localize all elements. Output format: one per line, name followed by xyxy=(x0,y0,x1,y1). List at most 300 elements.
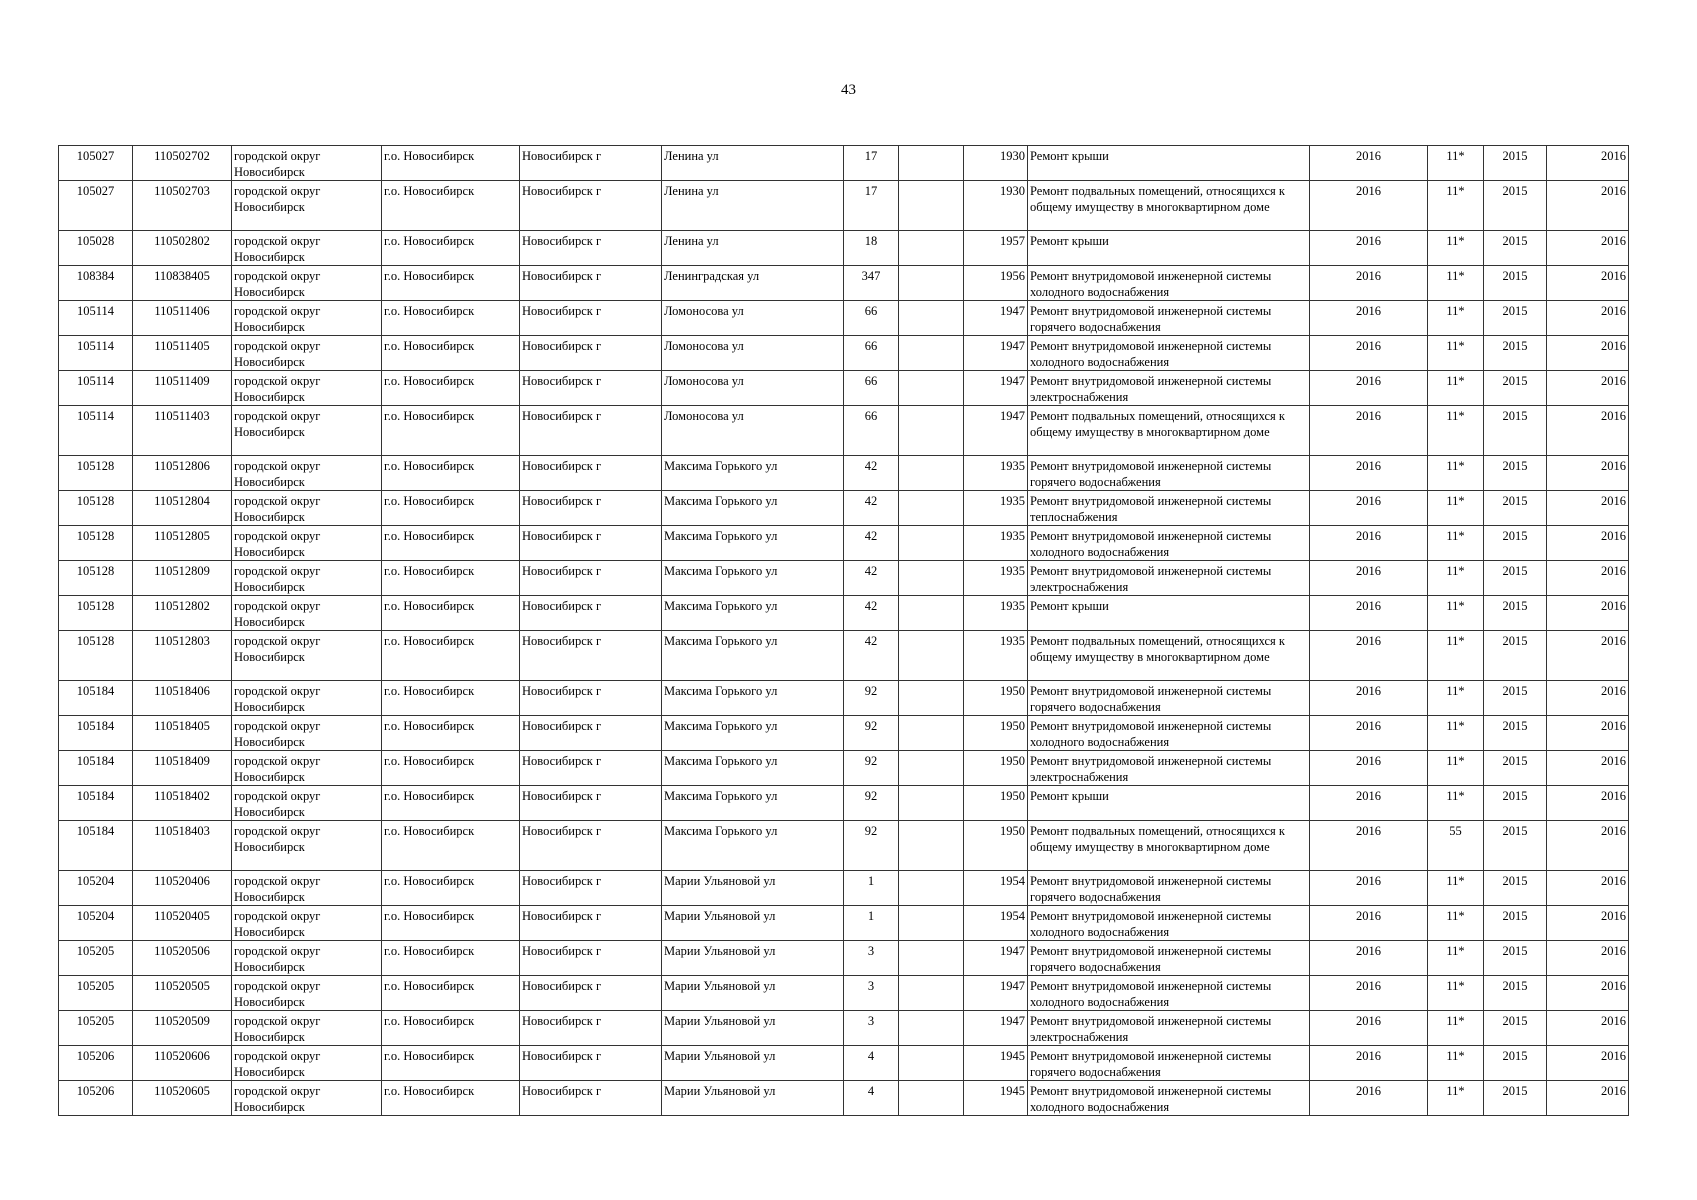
cell-plan-year: 2016 xyxy=(1310,301,1428,336)
cell-plan-year: 2016 xyxy=(1310,596,1428,631)
cell-plan-year: 2016 xyxy=(1310,871,1428,906)
cell-locality: Новосибирск г xyxy=(520,491,662,526)
table-row xyxy=(59,1081,1629,1116)
cell-street: Ленина ул xyxy=(662,146,844,181)
cell-street: Максима Горького ул xyxy=(662,821,844,871)
cell-end-year: 2016 xyxy=(1547,406,1629,456)
table-row xyxy=(59,491,1629,526)
cell-house-number: 66 xyxy=(844,336,899,371)
cell-building xyxy=(899,456,964,491)
cell-start-year: 2015 xyxy=(1484,371,1547,406)
cell-locality: Новосибирск г xyxy=(520,456,662,491)
cell-municipality: городской округ Новосибирск xyxy=(232,716,382,751)
cell-item-id: 110520605 xyxy=(133,1081,232,1116)
cell-house-id: 105128 xyxy=(59,631,133,681)
cell-work-type: Ремонт внутридомовой инженерной системы горячего водоснабжения xyxy=(1028,681,1310,716)
cell-year-built: 1954 xyxy=(964,906,1028,941)
cell-municipality: городской округ Новосибирск xyxy=(232,1046,382,1081)
cell-end-year: 2016 xyxy=(1547,491,1629,526)
cell-district: г.о. Новосибирск xyxy=(382,146,520,181)
cell-street: Максима Горького ул xyxy=(662,456,844,491)
cell-house-number: 347 xyxy=(844,266,899,301)
table-row xyxy=(59,786,1629,821)
cell-locality: Новосибирск г xyxy=(520,1011,662,1046)
cell-building xyxy=(899,786,964,821)
cell-district: г.о. Новосибирск xyxy=(382,181,520,231)
cell-district: г.о. Новосибирск xyxy=(382,821,520,871)
cell-district: г.о. Новосибирск xyxy=(382,596,520,631)
cell-plan-year: 2016 xyxy=(1310,1011,1428,1046)
cell-municipality: городской округ Новосибирск xyxy=(232,906,382,941)
cell-work-type: Ремонт внутридомовой инженерной системы холодного водоснабжения xyxy=(1028,266,1310,301)
cell-house-id: 105114 xyxy=(59,406,133,456)
cell-district: г.о. Новосибирск xyxy=(382,751,520,786)
cell-term: 11* xyxy=(1428,146,1484,181)
cell-year-built: 1947 xyxy=(964,371,1028,406)
cell-work-type: Ремонт внутридомовой инженерной системы горячего водоснабжения xyxy=(1028,871,1310,906)
cell-street: Марии Ульяновой ул xyxy=(662,906,844,941)
cell-house-id: 105184 xyxy=(59,751,133,786)
table-row xyxy=(59,561,1629,596)
cell-year-built: 1930 xyxy=(964,181,1028,231)
cell-building xyxy=(899,371,964,406)
cell-work-type: Ремонт внутридомовой инженерной системы электроснабжения xyxy=(1028,371,1310,406)
repair-registry-table xyxy=(58,145,1629,1116)
table-row xyxy=(59,681,1629,716)
cell-building xyxy=(899,336,964,371)
cell-locality: Новосибирск г xyxy=(520,631,662,681)
cell-year-built: 1935 xyxy=(964,456,1028,491)
cell-street: Марии Ульяновой ул xyxy=(662,941,844,976)
cell-plan-year: 2016 xyxy=(1310,1081,1428,1116)
cell-street: Марии Ульяновой ул xyxy=(662,1081,844,1116)
cell-year-built: 1956 xyxy=(964,266,1028,301)
cell-year-built: 1935 xyxy=(964,561,1028,596)
cell-year-built: 1947 xyxy=(964,336,1028,371)
cell-building xyxy=(899,146,964,181)
cell-locality: Новосибирск г xyxy=(520,871,662,906)
cell-start-year: 2015 xyxy=(1484,681,1547,716)
cell-building xyxy=(899,491,964,526)
cell-house-number: 42 xyxy=(844,596,899,631)
cell-street: Максима Горького ул xyxy=(662,751,844,786)
cell-locality: Новосибирск г xyxy=(520,906,662,941)
table-row xyxy=(59,146,1629,181)
cell-term: 11* xyxy=(1428,751,1484,786)
cell-locality: Новосибирск г xyxy=(520,976,662,1011)
cell-start-year: 2015 xyxy=(1484,561,1547,596)
cell-municipality: городской округ Новосибирск xyxy=(232,491,382,526)
cell-locality: Новосибирск г xyxy=(520,1046,662,1081)
cell-building xyxy=(899,716,964,751)
cell-start-year: 2015 xyxy=(1484,1011,1547,1046)
cell-house-id: 105184 xyxy=(59,716,133,751)
cell-item-id: 110838405 xyxy=(133,266,232,301)
cell-item-id: 110502702 xyxy=(133,146,232,181)
cell-locality: Новосибирск г xyxy=(520,301,662,336)
cell-end-year: 2016 xyxy=(1547,1046,1629,1081)
cell-start-year: 2015 xyxy=(1484,181,1547,231)
cell-item-id: 110520606 xyxy=(133,1046,232,1081)
cell-term: 11* xyxy=(1428,1081,1484,1116)
cell-house-id: 105205 xyxy=(59,976,133,1011)
cell-term: 11* xyxy=(1428,371,1484,406)
cell-plan-year: 2016 xyxy=(1310,786,1428,821)
cell-plan-year: 2016 xyxy=(1310,941,1428,976)
cell-locality: Новосибирск г xyxy=(520,371,662,406)
cell-end-year: 2016 xyxy=(1547,146,1629,181)
cell-municipality: городской округ Новосибирск xyxy=(232,871,382,906)
table-row xyxy=(59,751,1629,786)
cell-district: г.о. Новосибирск xyxy=(382,1011,520,1046)
cell-work-type: Ремонт внутридомовой инженерной системы теплоснабжения xyxy=(1028,491,1310,526)
cell-item-id: 110512802 xyxy=(133,596,232,631)
cell-house-number: 92 xyxy=(844,751,899,786)
cell-street: Ломоносова ул xyxy=(662,371,844,406)
cell-municipality: городской округ Новосибирск xyxy=(232,1011,382,1046)
cell-term: 11* xyxy=(1428,266,1484,301)
cell-house-id: 105204 xyxy=(59,906,133,941)
cell-house-id: 105128 xyxy=(59,596,133,631)
cell-street: Максима Горького ул xyxy=(662,596,844,631)
cell-item-id: 110518403 xyxy=(133,821,232,871)
cell-end-year: 2016 xyxy=(1547,681,1629,716)
cell-municipality: городской округ Новосибирск xyxy=(232,786,382,821)
cell-work-type: Ремонт внутридомовой инженерной системы электроснабжения xyxy=(1028,561,1310,596)
cell-street: Марии Ульяновой ул xyxy=(662,1046,844,1081)
cell-house-number: 92 xyxy=(844,821,899,871)
cell-locality: Новосибирск г xyxy=(520,266,662,301)
cell-locality: Новосибирск г xyxy=(520,716,662,751)
cell-work-type: Ремонт внутридомовой инженерной системы горячего водоснабжения xyxy=(1028,1046,1310,1081)
cell-municipality: городской округ Новосибирск xyxy=(232,406,382,456)
cell-plan-year: 2016 xyxy=(1310,146,1428,181)
cell-item-id: 110518402 xyxy=(133,786,232,821)
cell-street: Максима Горького ул xyxy=(662,786,844,821)
cell-building xyxy=(899,1046,964,1081)
cell-municipality: городской округ Новосибирск xyxy=(232,231,382,266)
cell-locality: Новосибирск г xyxy=(520,231,662,266)
cell-start-year: 2015 xyxy=(1484,526,1547,561)
cell-house-id: 105114 xyxy=(59,336,133,371)
cell-house-number: 4 xyxy=(844,1081,899,1116)
cell-work-type: Ремонт внутридомовой инженерной системы холодного водоснабжения xyxy=(1028,1081,1310,1116)
cell-street: Ломоносова ул xyxy=(662,336,844,371)
cell-start-year: 2015 xyxy=(1484,631,1547,681)
cell-item-id: 110518405 xyxy=(133,716,232,751)
cell-work-type: Ремонт внутридомовой инженерной системы холодного водоснабжения xyxy=(1028,526,1310,561)
cell-house-number: 42 xyxy=(844,561,899,596)
cell-locality: Новосибирск г xyxy=(520,596,662,631)
cell-house-number: 66 xyxy=(844,406,899,456)
table-row xyxy=(59,266,1629,301)
cell-plan-year: 2016 xyxy=(1310,266,1428,301)
cell-district: г.о. Новосибирск xyxy=(382,266,520,301)
cell-term: 11* xyxy=(1428,716,1484,751)
cell-plan-year: 2016 xyxy=(1310,751,1428,786)
cell-locality: Новосибирск г xyxy=(520,941,662,976)
cell-year-built: 1950 xyxy=(964,681,1028,716)
cell-item-id: 110512804 xyxy=(133,491,232,526)
cell-end-year: 2016 xyxy=(1547,596,1629,631)
cell-municipality: городской округ Новосибирск xyxy=(232,371,382,406)
table-row xyxy=(59,906,1629,941)
table-row xyxy=(59,231,1629,266)
cell-work-type: Ремонт подвальных помещений, относящихся к общему имуществу в многоквартирном доме xyxy=(1028,181,1310,231)
cell-start-year: 2015 xyxy=(1484,456,1547,491)
cell-street: Максима Горького ул xyxy=(662,526,844,561)
cell-street: Максима Горького ул xyxy=(662,631,844,681)
cell-municipality: городской округ Новосибирск xyxy=(232,301,382,336)
cell-work-type: Ремонт внутридомовой инженерной системы электроснабжения xyxy=(1028,1011,1310,1046)
table-row xyxy=(59,596,1629,631)
cell-municipality: городской округ Новосибирск xyxy=(232,266,382,301)
cell-house-id: 105027 xyxy=(59,181,133,231)
table-row xyxy=(59,1011,1629,1046)
cell-house-number: 92 xyxy=(844,681,899,716)
cell-district: г.о. Новосибирск xyxy=(382,716,520,751)
table-row xyxy=(59,1046,1629,1081)
cell-work-type: Ремонт внутридомовой инженерной системы холодного водоснабжения xyxy=(1028,906,1310,941)
cell-house-number: 42 xyxy=(844,456,899,491)
cell-municipality: городской округ Новосибирск xyxy=(232,146,382,181)
cell-item-id: 110511405 xyxy=(133,336,232,371)
cell-building xyxy=(899,821,964,871)
cell-district: г.о. Новосибирск xyxy=(382,406,520,456)
cell-house-id: 105206 xyxy=(59,1046,133,1081)
cell-work-type: Ремонт внутридомовой инженерной системы горячего водоснабжения xyxy=(1028,456,1310,491)
cell-item-id: 110520406 xyxy=(133,871,232,906)
cell-start-year: 2015 xyxy=(1484,1046,1547,1081)
cell-start-year: 2015 xyxy=(1484,301,1547,336)
cell-term: 11* xyxy=(1428,681,1484,716)
cell-year-built: 1950 xyxy=(964,751,1028,786)
cell-house-id: 105206 xyxy=(59,1081,133,1116)
table-row xyxy=(59,871,1629,906)
cell-year-built: 1935 xyxy=(964,491,1028,526)
cell-house-id: 105028 xyxy=(59,231,133,266)
cell-end-year: 2016 xyxy=(1547,941,1629,976)
cell-year-built: 1930 xyxy=(964,146,1028,181)
cell-street: Ломоносова ул xyxy=(662,301,844,336)
cell-building xyxy=(899,1081,964,1116)
cell-municipality: городской округ Новосибирск xyxy=(232,456,382,491)
cell-item-id: 110520509 xyxy=(133,1011,232,1046)
cell-year-built: 1947 xyxy=(964,941,1028,976)
cell-locality: Новосибирск г xyxy=(520,561,662,596)
cell-plan-year: 2016 xyxy=(1310,821,1428,871)
cell-house-id: 108384 xyxy=(59,266,133,301)
cell-plan-year: 2016 xyxy=(1310,491,1428,526)
cell-work-type: Ремонт внутридомовой инженерной системы холодного водоснабжения xyxy=(1028,716,1310,751)
cell-term: 11* xyxy=(1428,1011,1484,1046)
page-number: 43 xyxy=(841,82,856,98)
cell-term: 11* xyxy=(1428,561,1484,596)
cell-district: г.о. Новосибирск xyxy=(382,231,520,266)
cell-street: Ленина ул xyxy=(662,181,844,231)
cell-work-type: Ремонт крыши xyxy=(1028,146,1310,181)
cell-building xyxy=(899,681,964,716)
cell-locality: Новосибирск г xyxy=(520,821,662,871)
cell-start-year: 2015 xyxy=(1484,491,1547,526)
cell-start-year: 2015 xyxy=(1484,751,1547,786)
cell-district: г.о. Новосибирск xyxy=(382,301,520,336)
cell-building xyxy=(899,596,964,631)
cell-building xyxy=(899,406,964,456)
cell-term: 11* xyxy=(1428,1046,1484,1081)
cell-end-year: 2016 xyxy=(1547,1011,1629,1046)
cell-district: г.о. Новосибирск xyxy=(382,871,520,906)
table-row xyxy=(59,976,1629,1011)
cell-end-year: 2016 xyxy=(1547,786,1629,821)
cell-term: 11* xyxy=(1428,181,1484,231)
cell-building xyxy=(899,631,964,681)
cell-term: 11* xyxy=(1428,906,1484,941)
cell-start-year: 2015 xyxy=(1484,716,1547,751)
cell-end-year: 2016 xyxy=(1547,976,1629,1011)
cell-building xyxy=(899,301,964,336)
cell-item-id: 110512803 xyxy=(133,631,232,681)
cell-term: 11* xyxy=(1428,336,1484,371)
cell-building xyxy=(899,231,964,266)
table-row xyxy=(59,336,1629,371)
cell-item-id: 110511406 xyxy=(133,301,232,336)
cell-house-id: 105114 xyxy=(59,371,133,406)
cell-plan-year: 2016 xyxy=(1310,681,1428,716)
cell-district: г.о. Новосибирск xyxy=(382,336,520,371)
cell-work-type: Ремонт внутридомовой инженерной системы холодного водоснабжения xyxy=(1028,336,1310,371)
cell-locality: Новосибирск г xyxy=(520,526,662,561)
cell-municipality: городской округ Новосибирск xyxy=(232,526,382,561)
cell-item-id: 110520506 xyxy=(133,941,232,976)
cell-municipality: городской округ Новосибирск xyxy=(232,336,382,371)
cell-year-built: 1947 xyxy=(964,1011,1028,1046)
cell-start-year: 2015 xyxy=(1484,941,1547,976)
table-row xyxy=(59,456,1629,491)
cell-house-id: 105184 xyxy=(59,821,133,871)
cell-term: 11* xyxy=(1428,786,1484,821)
cell-house-number: 4 xyxy=(844,1046,899,1081)
cell-term: 11* xyxy=(1428,491,1484,526)
cell-item-id: 110518409 xyxy=(133,751,232,786)
table-row xyxy=(59,526,1629,561)
cell-start-year: 2015 xyxy=(1484,336,1547,371)
cell-house-number: 1 xyxy=(844,906,899,941)
cell-end-year: 2016 xyxy=(1547,526,1629,561)
cell-start-year: 2015 xyxy=(1484,786,1547,821)
cell-term: 11* xyxy=(1428,231,1484,266)
cell-house-id: 105204 xyxy=(59,871,133,906)
cell-year-built: 1935 xyxy=(964,596,1028,631)
cell-district: г.о. Новосибирск xyxy=(382,681,520,716)
cell-building xyxy=(899,561,964,596)
cell-work-type: Ремонт подвальных помещений, относящихся к общему имуществу в многоквартирном доме xyxy=(1028,821,1310,871)
cell-work-type: Ремонт крыши xyxy=(1028,231,1310,266)
cell-plan-year: 2016 xyxy=(1310,906,1428,941)
cell-start-year: 2015 xyxy=(1484,146,1547,181)
cell-locality: Новосибирск г xyxy=(520,786,662,821)
cell-house-number: 17 xyxy=(844,181,899,231)
cell-end-year: 2016 xyxy=(1547,266,1629,301)
cell-year-built: 1950 xyxy=(964,716,1028,751)
table-row xyxy=(59,406,1629,456)
cell-street: Марии Ульяновой ул xyxy=(662,976,844,1011)
cell-district: г.о. Новосибирск xyxy=(382,786,520,821)
cell-district: г.о. Новосибирск xyxy=(382,941,520,976)
cell-street: Максима Горького ул xyxy=(662,491,844,526)
cell-house-number: 3 xyxy=(844,1011,899,1046)
cell-district: г.о. Новосибирск xyxy=(382,976,520,1011)
cell-street: Максима Горького ул xyxy=(662,561,844,596)
cell-work-type: Ремонт подвальных помещений, относящихся к общему имуществу в многоквартирном доме xyxy=(1028,631,1310,681)
cell-term: 11* xyxy=(1428,406,1484,456)
cell-plan-year: 2016 xyxy=(1310,371,1428,406)
cell-district: г.о. Новосибирск xyxy=(382,906,520,941)
cell-municipality: городской округ Новосибирск xyxy=(232,681,382,716)
cell-district: г.о. Новосибирск xyxy=(382,456,520,491)
cell-locality: Новосибирск г xyxy=(520,181,662,231)
cell-item-id: 110511403 xyxy=(133,406,232,456)
cell-start-year: 2015 xyxy=(1484,596,1547,631)
cell-year-built: 1950 xyxy=(964,786,1028,821)
cell-term: 55 xyxy=(1428,821,1484,871)
cell-plan-year: 2016 xyxy=(1310,231,1428,266)
cell-year-built: 1947 xyxy=(964,301,1028,336)
cell-district: г.о. Новосибирск xyxy=(382,491,520,526)
cell-municipality: городской округ Новосибирск xyxy=(232,976,382,1011)
cell-building xyxy=(899,181,964,231)
table-row xyxy=(59,941,1629,976)
cell-plan-year: 2016 xyxy=(1310,181,1428,231)
cell-end-year: 2016 xyxy=(1547,631,1629,681)
cell-year-built: 1950 xyxy=(964,821,1028,871)
cell-house-id: 105184 xyxy=(59,786,133,821)
cell-municipality: городской округ Новосибирск xyxy=(232,181,382,231)
cell-street: Максима Горького ул xyxy=(662,716,844,751)
cell-plan-year: 2016 xyxy=(1310,336,1428,371)
table-row xyxy=(59,716,1629,751)
cell-street: Ленина ул xyxy=(662,231,844,266)
cell-locality: Новосибирск г xyxy=(520,336,662,371)
cell-plan-year: 2016 xyxy=(1310,456,1428,491)
cell-building xyxy=(899,941,964,976)
cell-plan-year: 2016 xyxy=(1310,631,1428,681)
cell-start-year: 2015 xyxy=(1484,821,1547,871)
cell-item-id: 110511409 xyxy=(133,371,232,406)
cell-locality: Новосибирск г xyxy=(520,406,662,456)
cell-house-number: 66 xyxy=(844,301,899,336)
cell-term: 11* xyxy=(1428,941,1484,976)
cell-term: 11* xyxy=(1428,871,1484,906)
cell-term: 11* xyxy=(1428,456,1484,491)
cell-year-built: 1945 xyxy=(964,1081,1028,1116)
cell-item-id: 110520405 xyxy=(133,906,232,941)
cell-start-year: 2015 xyxy=(1484,906,1547,941)
cell-plan-year: 2016 xyxy=(1310,526,1428,561)
cell-end-year: 2016 xyxy=(1547,871,1629,906)
table-row xyxy=(59,631,1629,681)
cell-locality: Новосибирск г xyxy=(520,681,662,716)
cell-house-id: 105128 xyxy=(59,561,133,596)
cell-end-year: 2016 xyxy=(1547,371,1629,406)
cell-end-year: 2016 xyxy=(1547,906,1629,941)
cell-year-built: 1947 xyxy=(964,406,1028,456)
cell-end-year: 2016 xyxy=(1547,821,1629,871)
cell-end-year: 2016 xyxy=(1547,336,1629,371)
cell-municipality: городской округ Новосибирск xyxy=(232,1081,382,1116)
cell-work-type: Ремонт крыши xyxy=(1028,786,1310,821)
cell-district: г.о. Новосибирск xyxy=(382,1081,520,1116)
